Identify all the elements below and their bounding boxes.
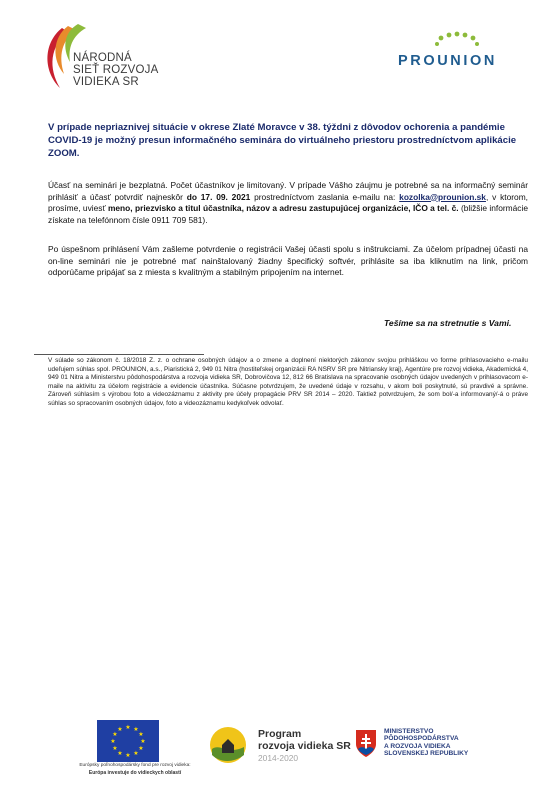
- headline: V prípade nepriaznivej situácie v okrese Zlaté Moravce v 38. týždni z dôvodov ochorenia a pandémie COVID-19 je možný presun informačného seminára do virtuálneho priestoru prostredníctvom aplikácie ZOOM.: [48, 122, 517, 159]
- nsrv-logo-text: [73, 52, 158, 88]
- eu-star: ★: [125, 753, 131, 759]
- prv-circle-logo: [208, 725, 248, 765]
- registration-paragraph: [48, 180, 528, 226]
- slovak-crest-icon: [354, 728, 378, 758]
- ministry-line-4: SLOVENSKEJ REPUBLIKY: [384, 750, 469, 758]
- ministry-line-2: PÔDOHOSPODÁRSTVA: [384, 735, 459, 743]
- para1-text-1: Účasť na seminári je bezplatná. Počet účastníkov je limitovaný. V prípade Vášho záujmu je potrebné sa na informačný seminár prihlásiť a účasť potvrdiť najneskôr: [48, 180, 528, 202]
- ministry-line-3: A ROZVOJA VIDIEKA: [384, 742, 451, 750]
- prounion-dot-1: [439, 36, 444, 41]
- nsrv-line-2: SIEŤ ROZVOJA: [73, 64, 159, 76]
- eu-star: ★: [117, 727, 123, 733]
- eu-star: ★: [112, 732, 118, 738]
- prounion-dot-6: [435, 42, 439, 46]
- eu-star: ★: [125, 725, 131, 731]
- footnote-divider: [34, 354, 204, 355]
- prounion-dot-2: [447, 33, 452, 38]
- eu-star: ★: [140, 739, 146, 745]
- signoff: Tešíme sa na stretnutie s Vami.: [384, 318, 512, 328]
- prounion-logo-text: PROUNION: [398, 53, 497, 69]
- prv-title-line-1: Program: [258, 728, 302, 740]
- prounion-dot-3: [455, 32, 460, 37]
- prounion-dot-4: [463, 33, 468, 38]
- confirmation-paragraph: Po úspešnom prihlásení Vám zašleme potvrdenie o registrácii Vašej účasti spolu s inštrukciami. Za účelom prípadnej účasti na on-line seminári nie je potrebné mať nainštalovaný žiadny špecifický softvér, prihlásite sa iba kliknutím na link, pričom odporúčame pripájať sa z miesta s kvalitným a stabilným pripojením na internet.: [48, 244, 528, 277]
- para1-text-2: prostredníctvom zaslania e-mailu na:: [250, 191, 400, 202]
- eu-star: ★: [138, 732, 144, 738]
- ministry-name: [384, 728, 524, 758]
- nsrv-line-3: VIDIEKA SR: [73, 76, 139, 88]
- eu-star: ★: [110, 739, 116, 745]
- prounion-dot-5: [471, 36, 476, 41]
- required-fields: meno, priezvisko a titul účastníka, názov a adresu zastupujúcej organizácie, IČO a tel. č.: [107, 203, 459, 213]
- para1-text-4: (bližšie informácie získate na telefónnom čísle 0911 709 581).: [48, 203, 528, 225]
- eu-caption-fund: Európsky poľnohospodársky fond pre rozvoj vidieka:: [79, 763, 191, 768]
- para1-text-3: , v ktorom, prosíme, uviesť: [48, 191, 528, 213]
- nsrv-line-1: NÁRODNÁ: [73, 52, 132, 64]
- email-link[interactable]: kozolka@prounion.sk: [399, 191, 486, 202]
- eu-star: ★: [112, 746, 118, 752]
- eu-caption-slogan: Európa investuje do vidieckych oblastí: [88, 770, 182, 776]
- eu-stars-icon: [97, 720, 159, 762]
- eu-flag-logo: [97, 720, 159, 762]
- gdpr-footnote: V súlade so zákonom č. 18/2018 Z. z. o ochrane osobných údajov a o zmene a doplnení niektorých zákonov svojou prihláškou vo forme prihlasovacieho e-mailu udeľujem súhlas spol. PROUNION, a.s., Piaristická 2, 949 01 Nitra (hostiteľskej organizácii RA NSRV SR pre Nitriansky kraj), Agentúre pre rozvoj vidieka, Akademická 4, 949 01 Nitra a Ministerstvu pôdohospodárstva a rozvoja vidieka SR, Dobrovičova 12, 812 66 Bratislava na spracovanie osobných údajov uvedených v prihlasovacom e-maile na aktivitu za účelom registrácie a evidencie účastníka. Súčasne potvrdzujem, že uvedené údaje v rozsahu, v akom boli poskytnuté, sú pravdivé a správne. Zároveň súhlasím s výrobou foto a videozáznamu z aktivity pre účely propagácie PRV SR 2014 – 2020. Taktiež potvrdzujem, že som bol/-a informovaný/-á o práve súhlas so spracovaním osobných údajov, foto a videozáznamu kedykoľvek odvolať.: [48, 357, 528, 407]
- ministry-line-1: MINISTERSTVO: [384, 728, 434, 735]
- deadline-date: do 17. 09. 2021: [186, 191, 251, 202]
- prv-years: 2014-2020: [258, 753, 299, 763]
- eu-star: ★: [133, 727, 139, 733]
- eu-star: ★: [138, 746, 144, 752]
- eu-star: ★: [133, 751, 139, 757]
- prounion-dot-7: [475, 42, 479, 46]
- prv-title-line-2: rozvoja vidieka SR: [258, 740, 351, 752]
- eu-star: ★: [117, 751, 123, 757]
